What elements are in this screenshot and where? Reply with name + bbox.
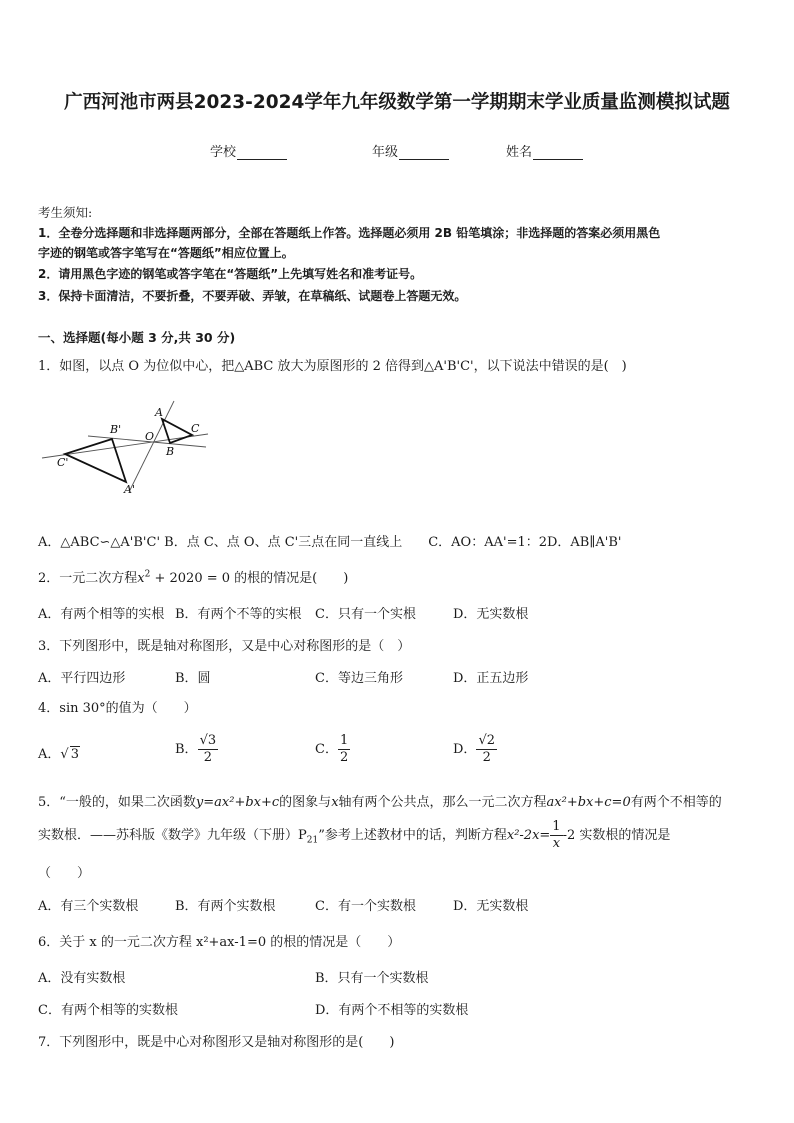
question-3-option-c: C．等边三角形 [315, 671, 403, 686]
school-field [210, 141, 287, 160]
notice-item-2: 2．请用黑色字迹的钢笔或答字笔在“答题纸”上先填写姓名和准考证号。 [38, 267, 423, 281]
question-3-option-a: A．平行四边形 [38, 671, 126, 686]
q5-text-2b: ”参考上述教材中的话，判断方程 [318, 828, 507, 843]
option-b-label: B． [175, 742, 198, 757]
question-7-stem: 7．下列图形中，既是中心对称图形又是轴对称图形的是( ) [38, 1035, 395, 1050]
fraction-numerator: √2 [478, 733, 495, 748]
label-c: C [191, 422, 200, 435]
option-a-label: A． [38, 747, 61, 762]
question-2-stem-post: + 2020 = 0 的根的情况是( ) [150, 571, 349, 586]
question-6-stem: 6．关于 x 的一元二次方程 x²+ax-1=0 的根的情况是（ ） [38, 935, 401, 950]
q5-fraction [550, 819, 562, 852]
question-2-option-b: B．有两个不等的实根 [175, 607, 302, 622]
question-1-stem: 1．如图，以点 O 为位似中心，把△ABC 放大为原图形的 2 倍得到△A'B'C'，以下说法中错误的是( ) [38, 359, 627, 374]
label-a-prime: A' [124, 483, 135, 496]
grade-label: 年级 [372, 145, 399, 160]
option-d-fraction [476, 733, 497, 766]
q5-text-2a: 实数根．——苏科版《数学》九年级（下册）P [38, 828, 307, 843]
question-2-stem [38, 567, 348, 586]
option-c-fraction [338, 733, 350, 766]
question-5-option-d: D．无实数根 [453, 899, 529, 914]
question-4-option-a: A．√ 3 [38, 747, 79, 762]
label-c-prime: C' [57, 456, 69, 469]
triangle-abc [162, 419, 192, 443]
fraction-denominator: 2 [339, 750, 349, 765]
question-3-option-b: B．圆 [175, 671, 211, 686]
notice-heading: 考生须知: [38, 205, 93, 220]
option-b-fraction [198, 733, 219, 766]
page-title: 广西河池市两县2023-2024学年九年级数学第一学期期末学业质量监测模拟试题 [64, 92, 730, 113]
q5-text-e: 轴有两个公共点，那么一元二次方程 [338, 795, 547, 810]
school-blank [237, 146, 287, 160]
question-2-option-c: C．只有一个实根 [315, 607, 416, 622]
notice-item-3: 3．保持卡面清洁，不要折叠，不要弄破、弄皱，在草稿纸、试题卷上答题无效。 [38, 289, 467, 303]
question-4-option-c [315, 733, 350, 766]
option-d-label: D． [453, 742, 477, 757]
q5-axis: x [331, 795, 339, 810]
question-5-option-a: A．有三个实数根 [38, 899, 139, 914]
fraction-denominator: 2 [203, 750, 212, 765]
question-5-line-3: （ ） [38, 866, 91, 881]
question-3-option-d: D．正五边形 [453, 671, 529, 686]
q5-function: y=ax²+bx+c [195, 795, 280, 810]
question-5-line-2 [38, 819, 670, 852]
fraction-numerator: 1 [552, 819, 561, 834]
grade-blank [399, 146, 449, 160]
option-c-label: C． [315, 742, 338, 757]
name-field [506, 141, 583, 160]
q5-text-2c: -2 实数根的情况是 [562, 828, 671, 843]
question-5-line-1 [38, 791, 722, 810]
question-5-option-b: B．有两个实数根 [175, 899, 276, 914]
notice-item-1-cont: 字迹的钢笔或答字笔写在“答题纸”相应位置上。 [38, 246, 294, 260]
school-label: 学校 [210, 145, 237, 160]
option-a-radicand: 3 [70, 747, 79, 762]
q5-page-sub: 21 [306, 835, 319, 846]
label-b: B [166, 445, 175, 458]
question-6-option-d: D．有两个不相等的实数根 [315, 1003, 469, 1018]
q5-equation-2: x²-2x= [506, 828, 551, 843]
label-b-prime: B' [110, 423, 122, 436]
question-6-option-a: A．没有实数根 [38, 971, 126, 986]
fraction-denominator: x [552, 836, 561, 851]
q5-text-c: 的图象与 [279, 795, 332, 810]
question-1-options: A．△ABC∽△A'B'C' B．点 C、点 O、点 C'三点在同一直线上 C．AO：AA'=1：2D．AB∥A'B' [38, 535, 622, 550]
q5-text-a: 5．“一般的，如果二次函数 [38, 795, 196, 810]
question-2-option-a: A．有两个相等的实根 [38, 607, 165, 622]
question-2-exponent: 2 [144, 569, 151, 580]
fraction-denominator: 2 [482, 750, 491, 765]
triangle-a1b1c1 [65, 439, 126, 482]
homothety-figure [38, 395, 213, 510]
question-4-option-b [175, 733, 218, 766]
grade-field [372, 141, 449, 160]
name-label: 姓名 [506, 145, 533, 160]
question-6-option-c: C．有两个相等的实数根 [38, 1003, 178, 1018]
question-4-option-d [453, 733, 497, 766]
section-heading: 一、选择题(每小题 3 分,共 30 分) [38, 330, 236, 345]
q5-text-g: 有两个不相等的 [630, 795, 722, 810]
fraction-numerator: 1 [339, 733, 349, 748]
q5-equation: ax²+bx+c=0 [546, 795, 631, 810]
question-2-var: x [137, 571, 145, 586]
question-3-stem: 3．下列图形中，既是轴对称图形，又是中心对称图形的是（ ） [38, 639, 411, 654]
label-a: A [155, 406, 163, 419]
fraction-numerator: √3 [199, 733, 217, 748]
question-5-option-c: C．有一个实数根 [315, 899, 416, 914]
name-blank [533, 146, 583, 160]
question-4-stem: 4．sin 30°的值为（ ） [38, 701, 197, 716]
question-2-stem-pre: 2．一元二次方程 [38, 571, 138, 586]
label-o: O [145, 430, 155, 443]
question-6-option-b: B．只有一个实数根 [315, 971, 429, 986]
question-2-option-d: D．无实数根 [453, 607, 529, 622]
notice-item-1: 1．全卷分选择题和非选择题两部分，全部在答题纸上作答。选择题必须用 2B 铅笔填涂；非选择题的答案必须用黑色 [38, 226, 661, 240]
